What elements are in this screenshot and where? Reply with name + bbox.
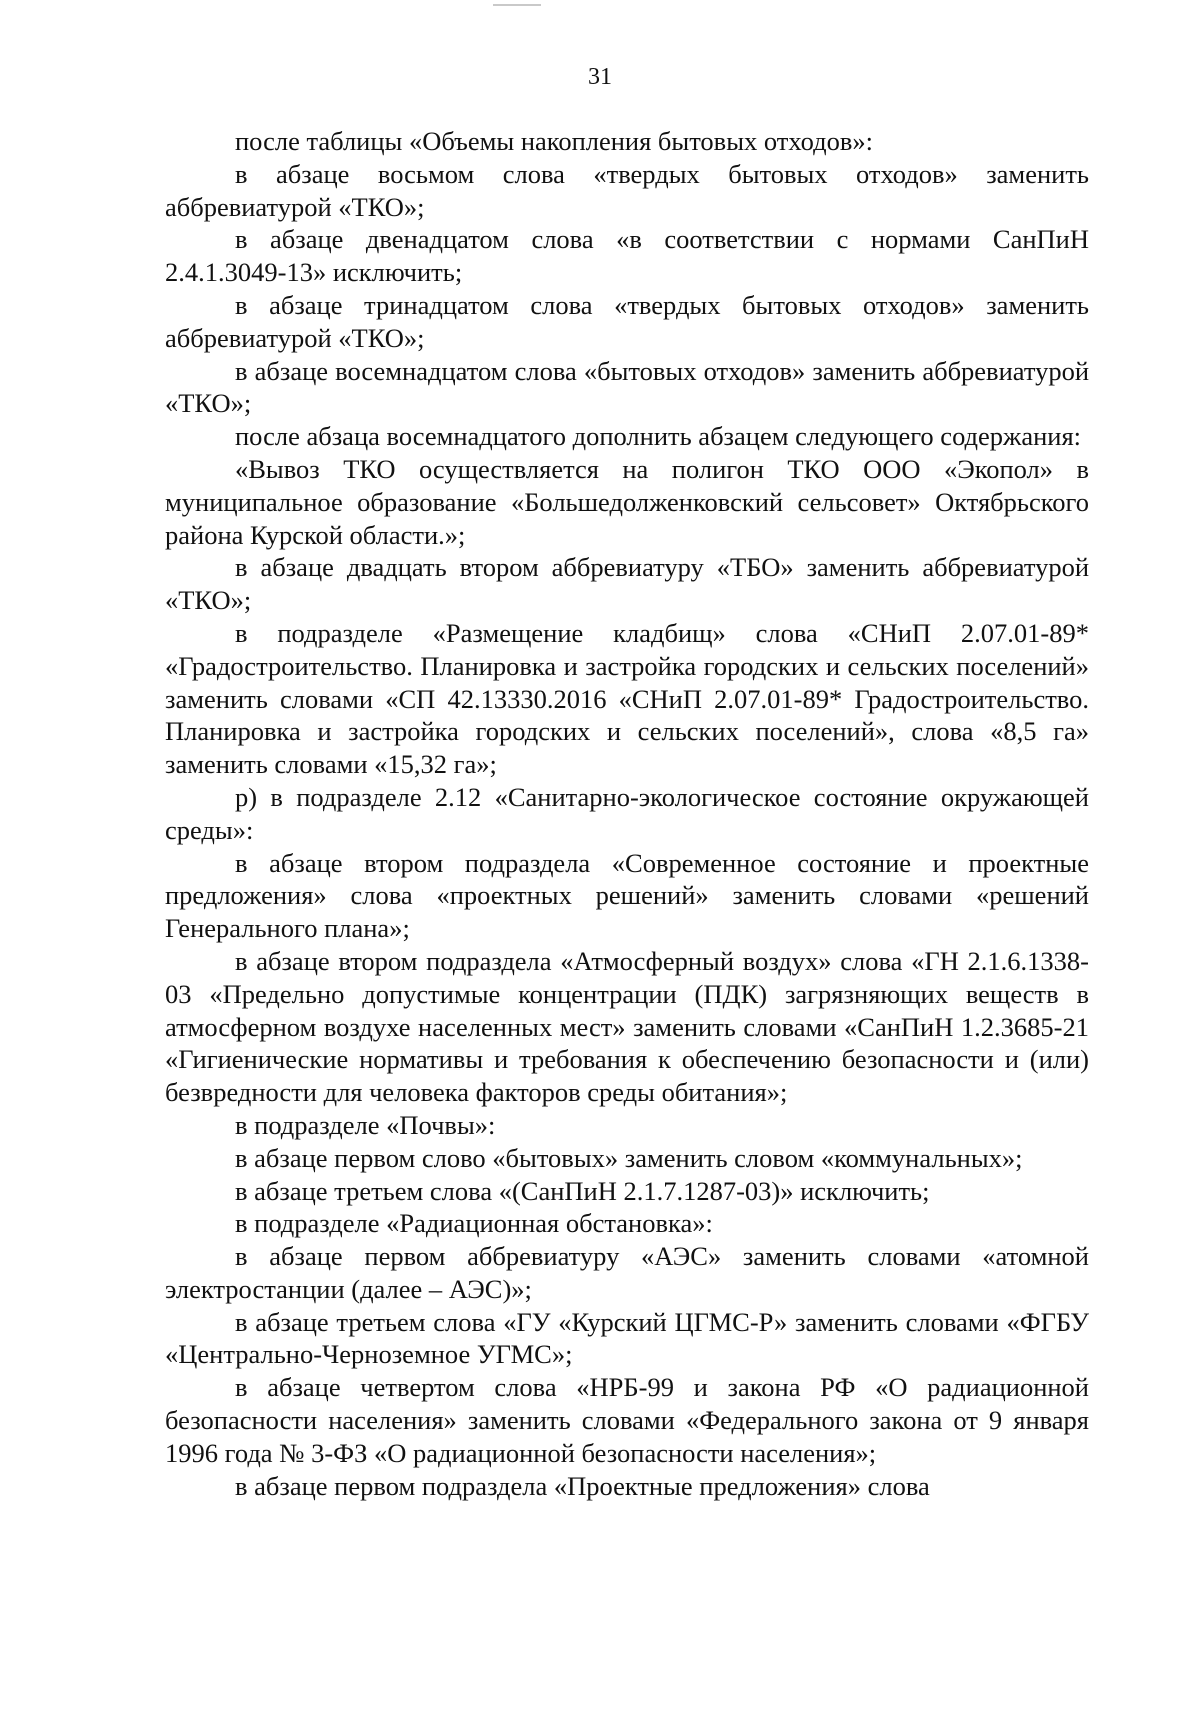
paragraph: в абзаце третьем слова «ГУ «Курский ЦГМС-Р» заменить словами «ФГБУ «Центрально-Черноземное УГМС»; (165, 1306, 1089, 1370)
paragraph: в абзаце двадцать втором аббревиатуру «ТБО» заменить аббревиатурой «ТКО»; (165, 552, 1089, 616)
paragraph: в абзаце первом аббревиатуру «АЭС» заменить словами «атомной электростанции (далее – АЭС)»; (165, 1241, 1089, 1304)
paragraph: р) в подразделе 2.12 «Санитарно-экологическое состояние окружающей среды»: (165, 781, 1089, 845)
paragraph: в абзаце втором подраздела «Современное состояние и проектные предложения» слова «проектных решений» заменить словами «решений Генерального плана»; (165, 847, 1089, 944)
scan-mark (493, 4, 541, 6)
paragraph: в абзаце восьмом слова «твердых бытовых отходов» заменить аббревиатурой «ТКО»; (165, 158, 1089, 222)
paragraph: в абзаце первом слово «бытовых» заменить словом «коммунальных»; (235, 1142, 1023, 1173)
document-body (165, 125, 1089, 1502)
page-number: 31 (588, 64, 612, 90)
paragraph: в абзаце восемнадцатом слова «бытовых отходов» заменить аббревиатурой «ТКО»; (165, 355, 1089, 419)
paragraph: в абзаце двенадцатом слова «в соответствии с нормами СанПиН 2.4.1.3049-13» исключить; (165, 224, 1089, 288)
paragraph: в абзаце четвертом слова «НРБ-99 и закона РФ «О радиационной безопасности населения» заменить словами «Федерального закона от 9 января 1996 года № 3-ФЗ «О радиационной безопасности населения»; (165, 1372, 1089, 1468)
paragraph: в абзаце втором подраздела «Атмосферный воздух» слова «ГН 2.1.6.1338-03 «Предельно допустимые концентрации (ПДК) загрязняющих веществ в атмосферном воздухе населенных мест» заменить словами «СанПиН 1.2.3685-21 «Гигиенические нормативы и требования к обеспечению безопасности и (или) безвредности для человека факторов среды обитания»; (165, 945, 1089, 1108)
paragraph: в подразделе «Размещение кладбищ» слова «СНиП 2.07.01-89* «Градостроительство. Планировка и застройка городских и сельских поселений» заменить словами «СП 42.13330.2016 «СНиП 2.07.01-89* Градостроительство. Планировка и застройка городских и сельских поселений», слова «8,5 га» заменить словами «15,32 га»; (165, 617, 1089, 780)
paragraph: в абзаце третьем слова «(СанПиН 2.1.7.1287-03)» исключить; (235, 1175, 930, 1206)
paragraph: «Вывоз ТКО осуществляется на полигон ТКО ООО «Экопол» в муниципальное образование «Большедолженковский сельсовет» Октябрьского района Курской области.»; (165, 453, 1089, 550)
paragraph: в подразделе «Почвы»: (235, 1109, 496, 1140)
paragraph: в абзаце тринадцатом слова «твердых бытовых отходов» заменить аббревиатурой «ТКО»; (165, 289, 1089, 353)
paragraph: после таблицы «Объемы накопления бытовых отходов»: (235, 126, 873, 156)
paragraph: в подразделе «Радиационная обстановка»: (235, 1208, 713, 1239)
paragraph: после абзаца восемнадцатого дополнить абзацем следующего содержания: (235, 421, 1082, 452)
paragraph: в абзаце первом подраздела «Проектные предложения» слова (235, 1470, 930, 1501)
